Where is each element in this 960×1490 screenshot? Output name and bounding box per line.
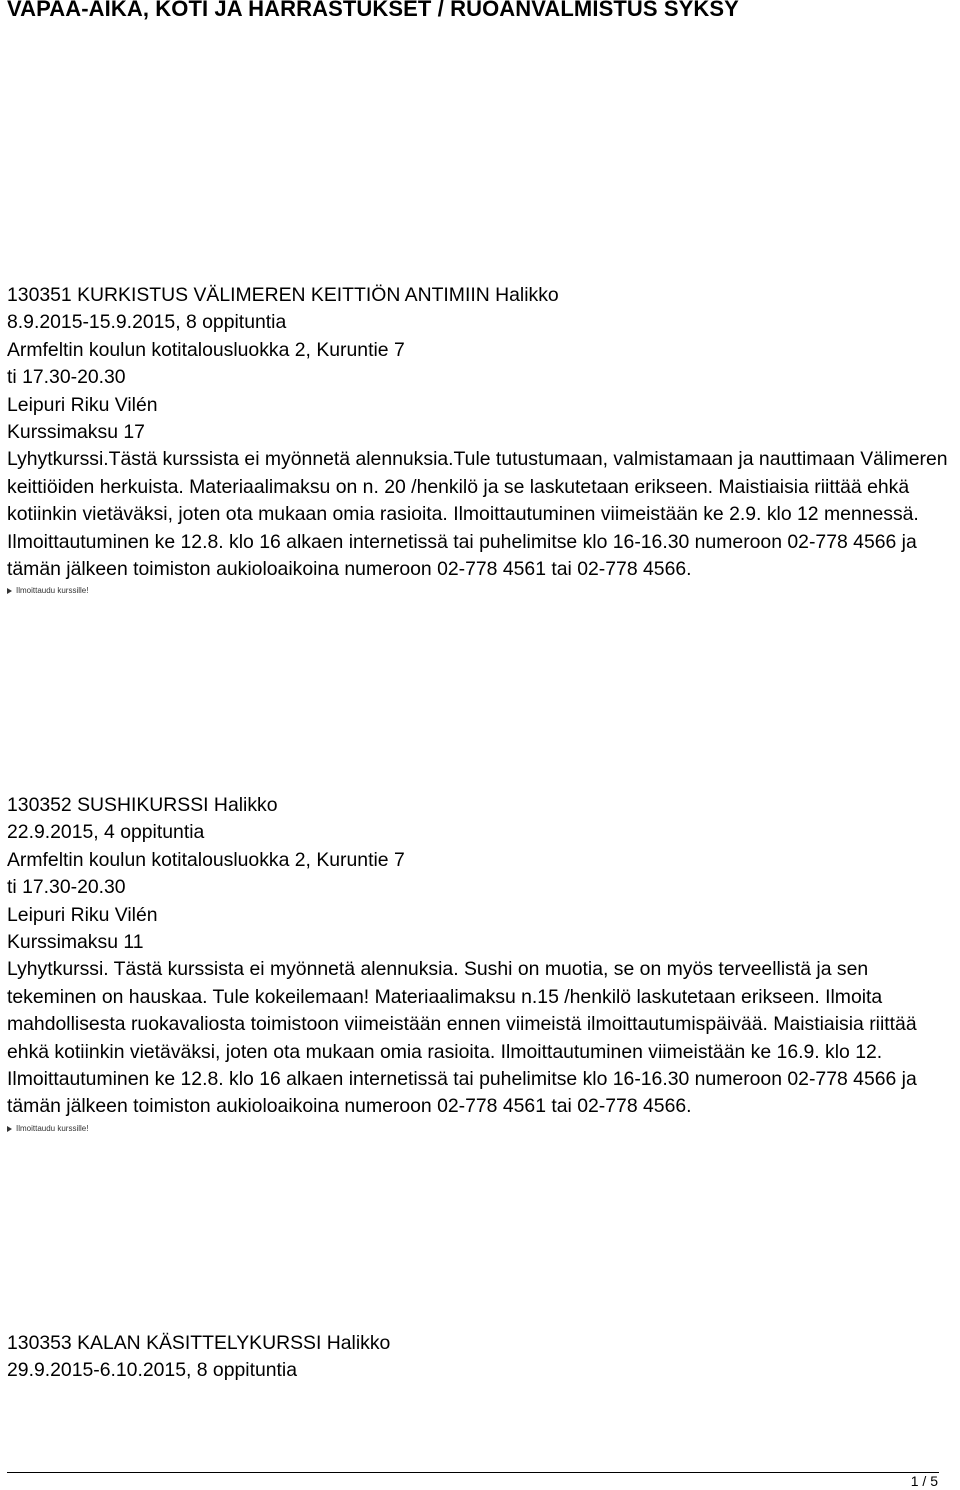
- signup-link[interactable]: [7, 1123, 959, 1135]
- footer-divider: [7, 1472, 939, 1473]
- course-description: Lyhytkurssi.Tästä kurssista ei myönnetä alennuksia.Tule tutustumaan, valmistamaan ja nauttimaan Välimeren keittiöiden herkuista. Materiaalimaksu on n. 20 /henkilö ja se laskutetaan erikseen. Maistiaisia riittää ehkä kotiinkin vietäväksi, joten ota mukaan omia rasioita. Ilmoittautuminen viimeistään ke 2.9. klo 12 mennessä. Ilmoittautuminen ke 12.8. klo 16 alkaen internetissä tai puhelimitse klo 16-16.30 numeroon 02-778 4566 ja tämän jälkeen toimiston aukioloaikoina numeroon 02-778 4561 tai 02-778 4566.: [7, 448, 948, 581]
- page-header: [0, 0, 960, 40]
- course-title: 130351 KURKISTUS VÄLIMEREN KEITTIÖN ANTIMIIN Halikko: [7, 284, 559, 306]
- header-title: VAPAA-AIKA, KOTI JA HARRASTUKSET / RUOANVALMISTUS SYKSY: [7, 0, 739, 21]
- course-time: ti 17.30-20.30: [7, 366, 126, 389]
- course-130352: [7, 792, 959, 1135]
- course-fee: Kurssimaksu 11: [7, 931, 144, 954]
- course-title: 130353 KALAN KÄSITTELYKURSSI Halikko: [7, 1332, 391, 1354]
- course-dates: 8.9.2015-15.9.2015, 8 oppituntia: [7, 311, 287, 334]
- signup-label: Ilmoittaudu kurssille!: [16, 1123, 89, 1133]
- course-dates: 22.9.2015, 4 oppituntia: [7, 821, 205, 844]
- course-teacher: Leipuri Riku Vilén: [7, 903, 158, 926]
- signup-link[interactable]: [7, 585, 959, 597]
- course-teacher: Leipuri Riku Vilén: [7, 393, 158, 416]
- arrow-right-icon: [7, 1126, 12, 1132]
- course-fee: Kurssimaksu 17: [7, 421, 145, 444]
- course-130353: [7, 1330, 959, 1385]
- course-location: Armfeltin koulun kotitalousluokka 2, Kuruntie 7: [7, 338, 405, 361]
- course-time: ti 17.30-20.30: [7, 876, 126, 899]
- course-130351: [7, 282, 959, 597]
- signup-label: Ilmoittaudu kurssille!: [16, 586, 89, 596]
- arrow-right-icon: [7, 588, 12, 594]
- page-number: 1 / 5: [910, 1473, 938, 1489]
- course-title: 130352 SUSHIKURSSI Halikko: [7, 794, 278, 816]
- course-description: Lyhytkurssi. Tästä kurssista ei myönnetä alennuksia. Sushi on muotia, se on myös terveellistä ja sen tekeminen on hauskaa. Tule kokeilemaan! Materiaalimaksu n.15 /henkilö laskutetaan erikseen. Ilmoita mahdollisesta ruokavaliosta toimistoon viimeistään ennen viimeistä ilmoittautumispäivää. Maistiaisia riittää ehkä kotiinkin vietäväksi, joten ota mukaan omia rasioita. Ilmoittautuminen viimeistään ke 16.9. klo 12. Ilmoittautuminen ke 12.8. klo 16 alkaen internetissä tai puhelimitse klo 16-16.30 numeroon 02-778 4566 ja tämän jälkeen toimiston aukioloaikoina numeroon 02-778 4561 tai 02-778 4566.: [7, 958, 917, 1118]
- course-dates: 29.9.2015-6.10.2015, 8 oppituntia: [7, 1359, 298, 1382]
- course-location: Armfeltin koulun kotitalousluokka 2, Kuruntie 7: [7, 848, 405, 871]
